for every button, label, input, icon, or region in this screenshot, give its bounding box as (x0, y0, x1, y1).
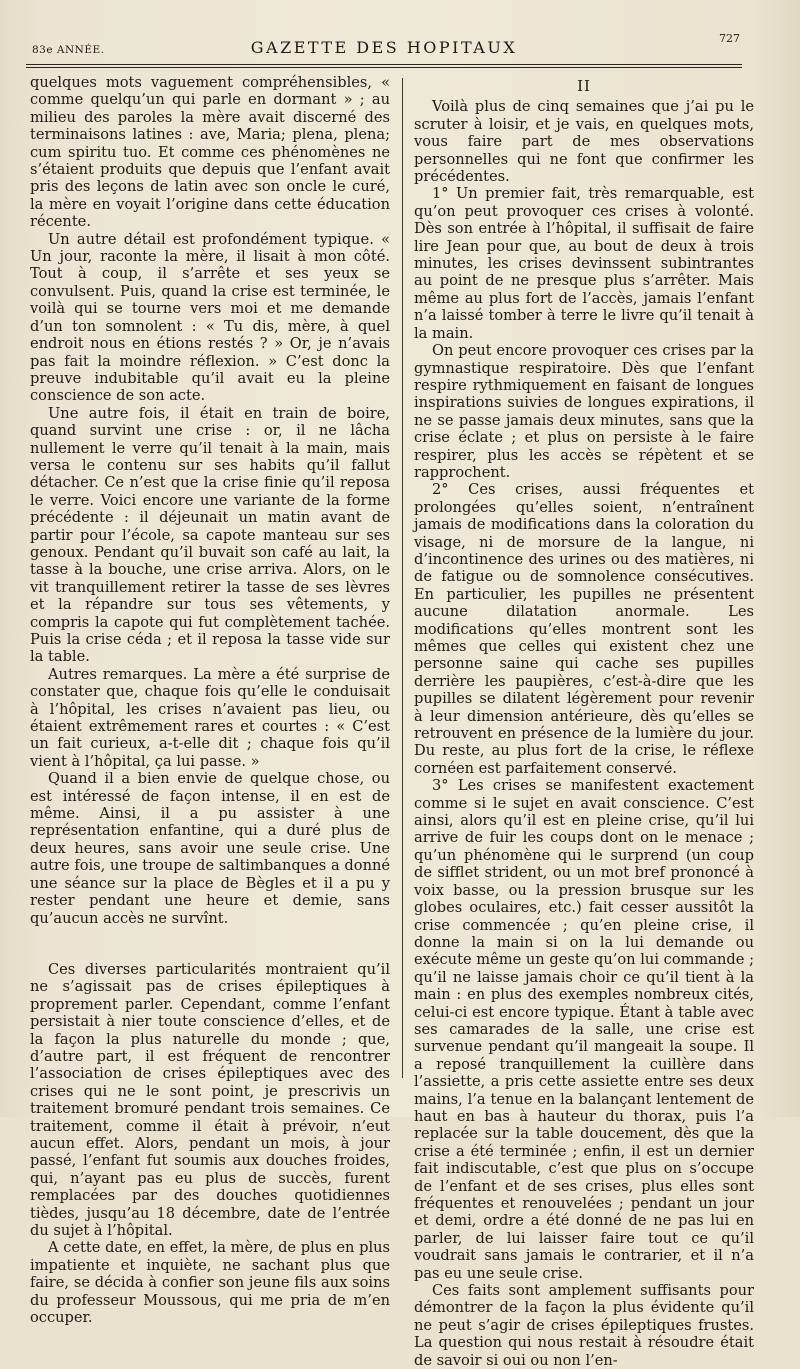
paragraph: On peut encore provoquer ces crises par la gymnastique respiratoire. Dès que l’enfant respire rythmiquement en faisant de longues inspirations suivies de longues expirations, il ne se passe jamais deux minutes, sans que la crise éclate ; et plus on persiste à le faire respirer, plus les accès se répètent et se rapprochent. (414, 342, 754, 481)
header-rule-thin (26, 67, 742, 68)
paragraph: 2° Ces crises, aussi fréquentes et prolongées qu’elles soient, n’entraînent jamais de modifications dans la coloration du visage, ni de morsure de la langue, ni d’incontinence des urines ou des matières, ni de fatigue ou de somnolence consécutives. En particulier, les pupilles ne présentent aucune dilatation anormale. Les modifications qu’elles montrent sont les mêmes que celles qui existent chez une personne saine qui cache ses pupilles derrière les paupières, c’est-à-dire que les pupilles se dilatent légèrement pour revenir à leur dimension antérieure, dès qu’elles se retrouvent en présence de la lumière du jour. Du reste, au plus fort de la crise, le réflexe cornéen est parfaitement conservé. (414, 481, 754, 777)
paragraph: Voilà plus de cinq semaines que j’ai pu le scruter à loisir, et je vais, en quelques mots, vous faire part de mes observations personnelles qui ne font que confirmer les précédentes. (414, 98, 754, 186)
paragraph: Ces diverses particularités montraient qu’il ne s’agissait pas de crises épileptiques à proprement parler. Cependant, comme l’enfant persistait à nier toute conscience d’elles, et de la façon la plus naturelle du monde ; que, d’autre part, il est fréquent de rencontrer l’association de crises épileptiques avec des crises qui ne le sont point, je prescrivis un traitement bromuré pendant trois semaines. Ce traitement, comme il était à prévoir, n’eut aucun effet. Alors, pendant un mois, à jour passé, l’enfant fut soumis aux douches froides, qui, n’ayant pas eu plus de succès, furent remplacées par des douches quotidiennes tièdes, jusqu’au 18 décembre, date de l’entrée du sujet à l’hôpital. (30, 960, 390, 1239)
page-header (26, 30, 742, 66)
paragraph: 3° Les crises se manifestent exactement comme si le sujet en avait conscience. C’est ainsi, alors qu’il est en pleine crise, qu’il lui arrive de fuir les coups dont on le menace ; qu’un phénomène qui le surprend (un coup de sifflet strident, ou un mot bref prononcé à voix basse, ou la pression brusque sur les globes oculaires, etc.) fait cesser aussitôt la crise commencée ; qu’en pleine crise, il donne la main si on la lui demande ou exécute même un geste qu’on lui commande ; qu’il ne laisse jamais choir ce qu’il tient à la main : en plus des exemples nombreux cités, celui-ci est encore typique. Étant à table avec ses camarades de la salle, une crise est survenue pendant qu’il mangeait la soupe. Il a reposé tranquillement la cuillère dans l’assiette, a pris cette assiette entre ses deux mains, l’a tenue en la balançant lentement de haut en bas à hauteur du thorax, puis l’a replacée sur la table doucement, dès que la crise a été terminée ; enfin, il est un dernier fait indiscutable, c’est que plus on s’occupe de l’enfant et de ses crises, plus elles sont fréquentes et renouvelées ; pendant un jour et demi, ordre a été donné de ne pas lui en parler, de lui laisser faire tout ce qu’il voudrait sans jamais le contrarier, et il n’a pas eu une seule crise. (414, 777, 754, 1282)
header-rule (26, 64, 742, 65)
publication-title: GAZETTE DES HOPITAUX (250, 38, 518, 57)
column-divider (402, 78, 403, 1078)
paragraph: Quand il a bien envie de quelque chose, ou est intéressé de façon intense, il en est de même. Ainsi, il a pu assister à une représentation enfantine, qui a duré plus de deux heures, sans avoir une seule crise. Une autre fois, une troupe de saltimbanques a donné une séance sur la place de Bègles et il a pu y rester pendant une heure et demie, sans qu’aucun accès ne survînt. (30, 770, 390, 927)
page-number: 727 (719, 32, 740, 45)
paragraph: 1° Un premier fait, très remarquable, est qu’on peut provoquer ces crises à volonté. Dès son entrée à l’hôpital, il suffisait de faire lire Jean pour que, au bout de deux à trois minutes, les crises devinssent subintrantes au point de ne presque plus s’arrêter. Mais même au plus fort de l’accès, jamais l’enfant n’a laissé tomber à terre le livre qu’il tenait à la main. (414, 185, 754, 342)
paragraph: Autres remarques. La mère a été surprise de constater que, chaque fois qu’elle le conduisait à l’hôpital, les crises n’avaient pas lieu, ou étaient extrêmement rares et courtes : « C’est un fait curieux, a-t-elle dit ; chaque fois qu’il vient à l’hôpital, ça lui passe. » (30, 665, 390, 770)
edition-label: 83e ANNÉE. (32, 44, 105, 56)
paragraph: A cette date, en effet, la mère, de plus en plus impatiente et inquiète, ne sachant plus que faire, se décida à confier son jeune fils aux soins du professeur Moussous, qui me pria de m’en occuper. (30, 1239, 390, 1327)
right-column (414, 74, 754, 1369)
paragraph: Un autre détail est profondément typique. « Un jour, raconte la mère, il lisait à mon côté. Tout à coup, il s’arrête et ses yeux se convulsent. Puis, quand la crise est terminée, le voilà qui se tourne vers moi et me demande d’un ton somnolent : « Tu dis, mère, à quel endroit nous en étions restés ? » Or, je n’avais pas fait la moindre réflexion. » C’est donc la preuve indubitable qu’il avait eu la pleine conscience de son acte. (30, 230, 390, 405)
section-number: II (577, 77, 591, 95)
paragraph: quelques mots vaguement compréhensibles, « comme quelqu’un qui parle en dormant » ; au milieu des paroles la mère avait discerné des terminaisons latines : ave, Maria; plena, plena; cum spiritu tuo. Et comme ces phénomènes ne s’étaient produits que depuis que l’enfant avait pris des leçons de latin avec son oncle le curé, la mère en voyait l’origine dans cette éducation récente. (30, 74, 390, 231)
right-column-body (414, 98, 754, 1369)
left-column (30, 74, 390, 1326)
paragraph: Une autre fois, il était en train de boire, quand survint une crise : or, il ne lâcha nullement le verre qu’il tenait à la main, mais versa le contenu sur ses habits qu’il fallut détacher. Ce n’est que la crise finie qu’il reposa le verre. Voici encore une variante de la forme précédente : il déjeunait un matin avant de partir pour l’école, sa capote manteau sur ses genoux. Pendant qu’il buvait son café au lait, la tasse à la bouche, une crise arriva. Alors, on le vit tranquillement retirer la tasse de ses lèvres et la répandre sur tous ses vêtements, y compris la capote qui fut complètement tachée. Puis la crise céda ; et il reposa la tasse vide sur la table. (30, 404, 390, 666)
paragraph: Ces faits sont amplement suffisants pour démontrer de la façon la plus évidente qu’il ne peut s’agir de crises épileptiques frustes. La question qui nous restait à résoudre était de savoir si oui ou non l’en- (414, 1282, 754, 1369)
